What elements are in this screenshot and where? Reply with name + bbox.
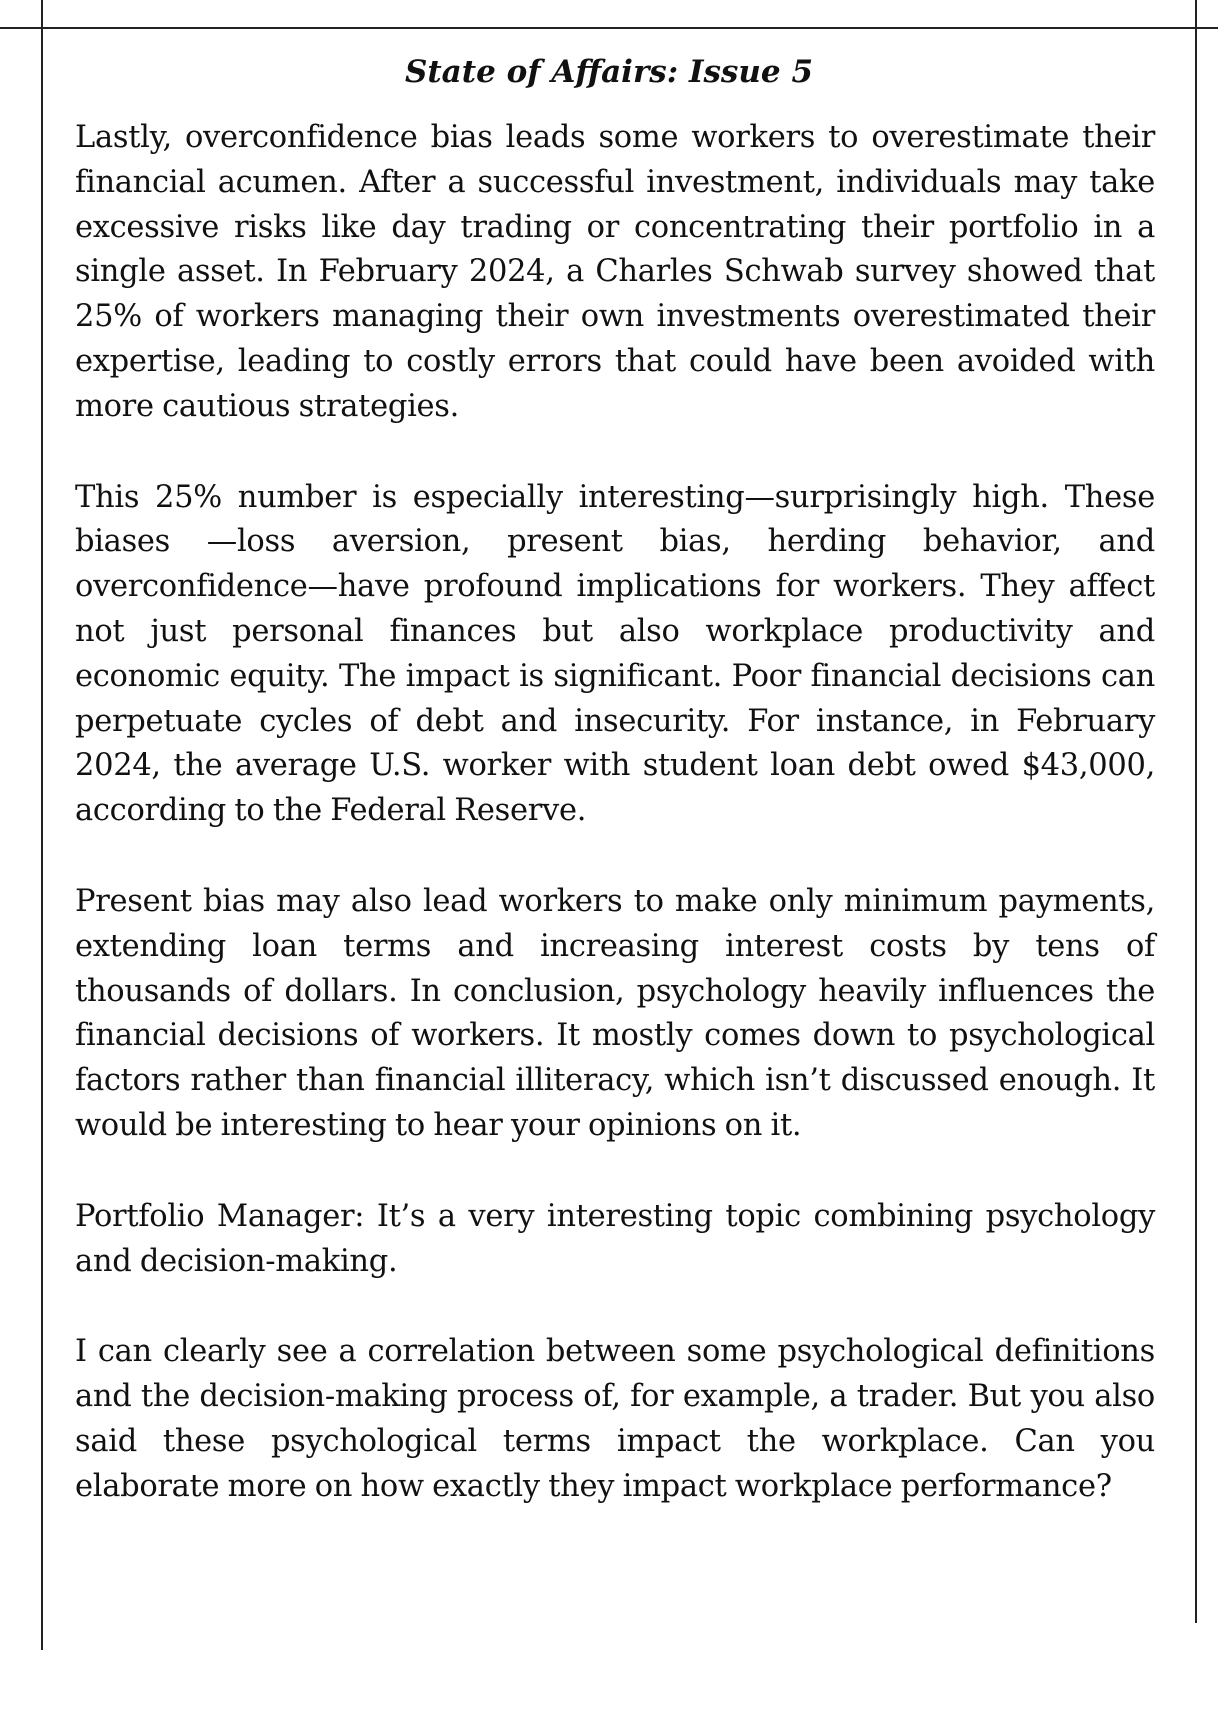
paragraph-overconfidence-bias: Lastly, overconfidence bias leads some workers to overestimate their financial acumen. After a successful investment, individuals may take excessive risks like day trading or concentrating their portfolio in a single asset. In February 2024, a Charles Schwab survey showed that 25% of workers managing their own investments overestimated their expertise, leading to costly errors that could have been avoided with more cautious strategies. bbox=[75, 120, 1155, 424]
page-border-top bbox=[0, 27, 1218, 29]
page-title: State of Affairs: Issue 5 bbox=[404, 54, 814, 90]
paragraph-workplace-question: I can clearly see a correlation between some psychological definitions and the decision-making process of, for example, a trader. But you also said these psychological terms impact the workplace. Can you elaborate more on how exactly they impact workplace performance? bbox=[75, 1334, 1155, 1504]
article-body bbox=[75, 116, 1155, 1556]
page-border-right bbox=[1195, 0, 1197, 1623]
paragraph-biases-implications: This 25% number is especially interesting—surprisingly high. These biases —loss aversion, present bias, herding behavior, and overconfidence—have profound implications for workers. They affect not just personal finances but also workplace productivity and economic equity. The impact is significant. Poor financial decisions can perpetuate cycles of debt and insecurity. For instance, in February 2024, the average U.S. worker with student loan debt owed $43,000, according to the Federal Reserve. bbox=[75, 479, 1155, 829]
page-border-left bbox=[41, 0, 43, 1650]
paragraph-present-bias-conclusion: Present bias may also lead workers to make only minimum payments, extending loan terms and increasing interest costs by tens of thousands of dollars. In conclusion, psychology heavily influences the financial decisions of workers. It mostly comes down to psychological factors rather than financial illiteracy, which isn’t discussed enough. It would be interesting to hear your opinions on it. bbox=[75, 883, 1155, 1143]
paragraph-portfolio-manager-reply: Portfolio Manager: It’s a very interesting topic combining psychology and decision-making. bbox=[75, 1198, 1155, 1279]
